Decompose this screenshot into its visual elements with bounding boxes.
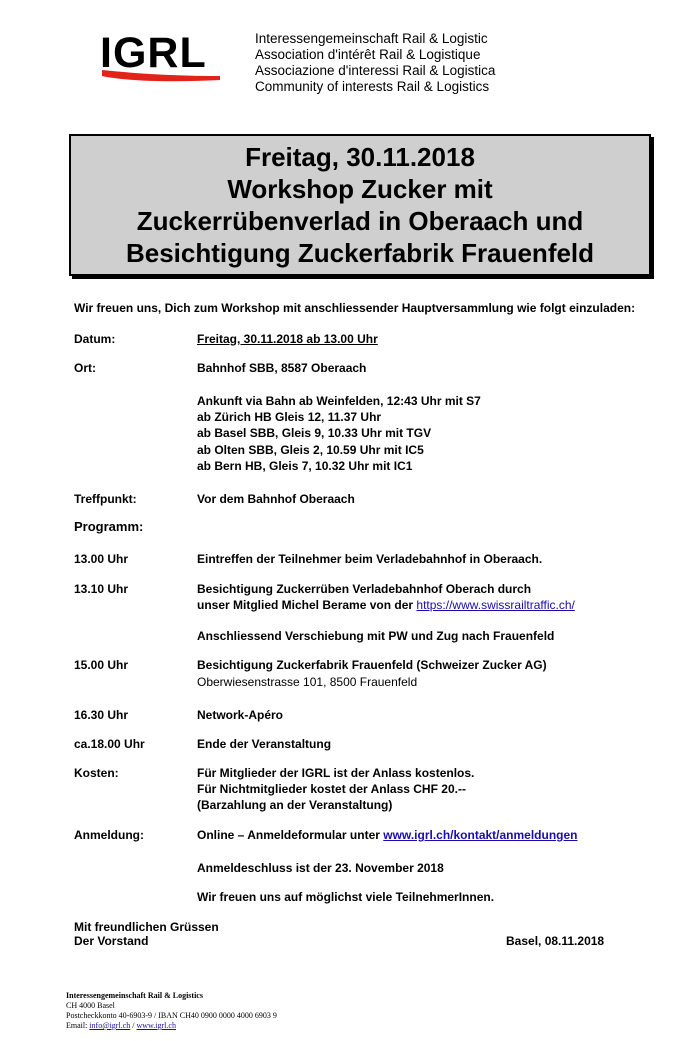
treffpunkt-label: Treffpunkt: [74,492,137,506]
footer-email-link[interactable]: info@igrl.ch [89,1021,131,1030]
arrival-line: ab Olten SBB, Gleis 2, 10.59 Uhr mit IC5 [197,443,424,457]
program-address: Oberwiesenstrasse 101, 8500 Frauenfeld [197,675,418,689]
treffpunkt-value: Vor dem Bahnhof Oberaach [197,492,355,506]
footer-address: CH 4000 Basel [66,1001,115,1010]
anmeldung-online [197,827,578,844]
program-text-with-link [197,597,575,614]
swissrailtraffic-link[interactable]: https://www.swissrailtraffic.ch/ [416,598,575,612]
title-line-4: Besichtigung Zuckerfabrik Frauenfeld [125,238,595,268]
logo-swoosh-icon [100,30,225,85]
arrival-line: ab Zürich HB Gleis 12, 11.37 Uhr [197,410,382,424]
program-time: ca.18.00 Uhr [74,737,145,751]
footer-org: Interessengemeinschaft Rail & Logistics [66,991,203,1000]
signoff-greeting: Mit freundlichen Grüssen [74,920,219,934]
program-text: Network-Apéro [197,708,284,722]
program-text: Eintreffen der Teilnehmer beim Verladebahnhof in Oberaach. [197,552,543,566]
arrival-line: Ankunft via Bahn ab Weinfelden, 12:43 Uhr mit S7 [197,394,481,408]
programm-heading: Programm: [74,519,144,534]
ort-value: Bahnhof SBB, 8587 Oberaach [197,361,367,375]
closing-text: Wir freuen uns auf möglichst viele TeilnehmerInnen. [197,890,495,904]
program-time: 15.00 Uhr [74,658,129,672]
event-title-box [69,134,651,276]
org-name-it: Associazione d'interessi Rail & Logistica [255,63,496,78]
anmeldung-prefix: Online – Anmeldeformular unter [197,828,384,842]
ort-label: Ort: [74,361,96,375]
kosten-label: Kosten: [74,766,119,780]
org-name-en: Community of interests Rail & Logistics [255,79,490,94]
kosten-line: (Barzahlung an der Veranstaltung) [197,798,393,812]
program-text: Anschliessend Verschiebung mit PW und Zug nach Frauenfeld [197,629,555,643]
footer [66,991,277,1031]
kosten-line: Für Nichtmitglieder kostet der Anlass CHF 20.-- [197,782,466,796]
igrl-logo [100,30,225,85]
org-name-fr: Association d'intérêt Rail & Logistique [255,47,481,62]
program-time: 13.00 Uhr [74,552,129,566]
footer-separator: / [130,1021,137,1030]
anmeldung-link[interactable]: www.igrl.ch/kontakt/anmeldungen [383,828,578,842]
kosten-line: Für Mitglieder der IGRL ist der Anlass kostenlos. [197,766,475,780]
title-line-2: Workshop Zucker mit [227,174,493,204]
datum-value: Freitag, 30.11.2018 ab 13.00 Uhr [197,332,378,346]
organization-names [255,31,495,95]
program-text: Besichtigung Zuckerrüben Verladebahnhof Oberach durch [197,582,532,596]
datum-label: Datum: [74,332,116,346]
arrival-line: ab Basel SBB, Gleis 9, 10.33 Uhr mit TGV [197,426,432,440]
org-name-de: Interessengemeinschaft Rail & Logistic [255,31,488,46]
footer-email-label: Email: [66,1021,90,1030]
anmeldung-label: Anmeldung: [74,828,144,842]
program-text: unser Mitglied Michel Berame von der [197,598,417,612]
program-time: 13.10 Uhr [74,582,129,596]
program-text: Besichtigung Zuckerfabrik Frauenfeld (Schweizer Zucker AG) [197,658,547,672]
place-date: Basel, 08.11.2018 [506,934,605,948]
logo-text: IGRL [100,29,207,77]
program-time: 16.30 Uhr [74,708,129,722]
program-text: Ende der Veranstaltung [197,737,332,751]
anmeldeschluss: Anmeldeschluss ist der 23. November 2018 [197,861,444,875]
title-line-3: Zuckerrübenverlad in Oberaach und [136,206,584,236]
footer-bank: Postcheckkonto 40-6903-9 / IBAN CH40 0900 0000 4000 6903 9 [66,1011,277,1020]
footer-contact [66,1021,277,1031]
footer-web-link[interactable]: www.igrl.ch [136,1021,176,1030]
title-line-1: Freitag, 30.11.2018 [245,142,475,172]
arrival-line: ab Bern HB, Gleis 7, 10.32 Uhr mit IC1 [197,459,413,473]
intro-text: Wir freuen uns, Dich zum Workshop mit anschliessender Hauptversammlung wie folgt einzuladen: [74,301,636,315]
signoff-sender: Der Vorstand [74,934,149,948]
